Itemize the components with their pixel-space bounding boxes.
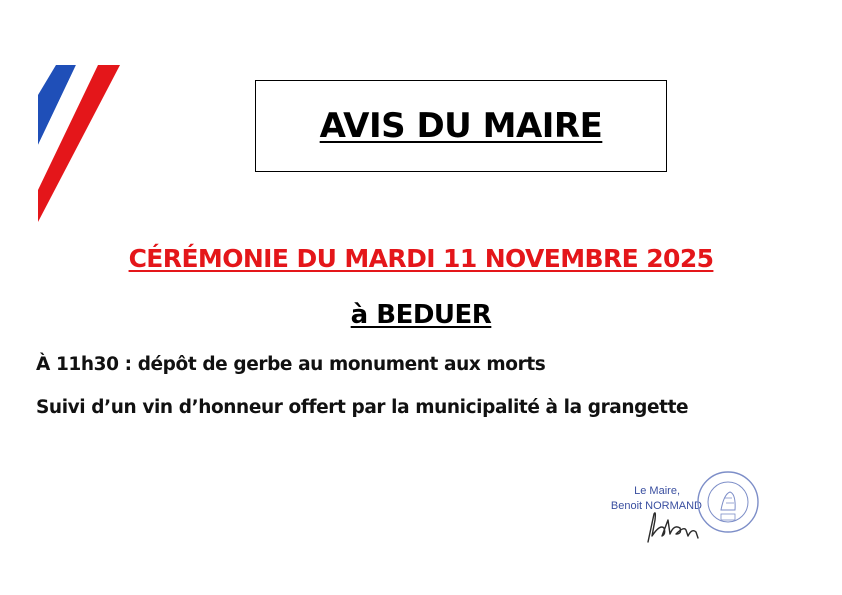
tricolor-flag-ribbon: [0, 0, 130, 230]
page-title: AVIS DU MAIRE: [319, 106, 603, 146]
reception-line: Suivi d’un vin d’honneur offert par la municipalité à la grangette: [36, 397, 689, 418]
title-box: [255, 80, 667, 172]
signature-block: [590, 470, 770, 550]
signatory-name: Benoit NORMAND: [610, 500, 702, 512]
ceremony-heading: CÉRÉMONIE DU MARDI 11 NOVEMBRE 2025: [128, 244, 714, 273]
handwritten-signature: [640, 506, 702, 544]
signatory-title: Le Maire,: [634, 485, 680, 497]
schedule-line: À 11h30 : dépôt de gerbe au monument aux morts: [36, 354, 546, 375]
location-heading: à BEDUER: [350, 300, 492, 330]
town-hall-seal-icon: [696, 470, 760, 534]
